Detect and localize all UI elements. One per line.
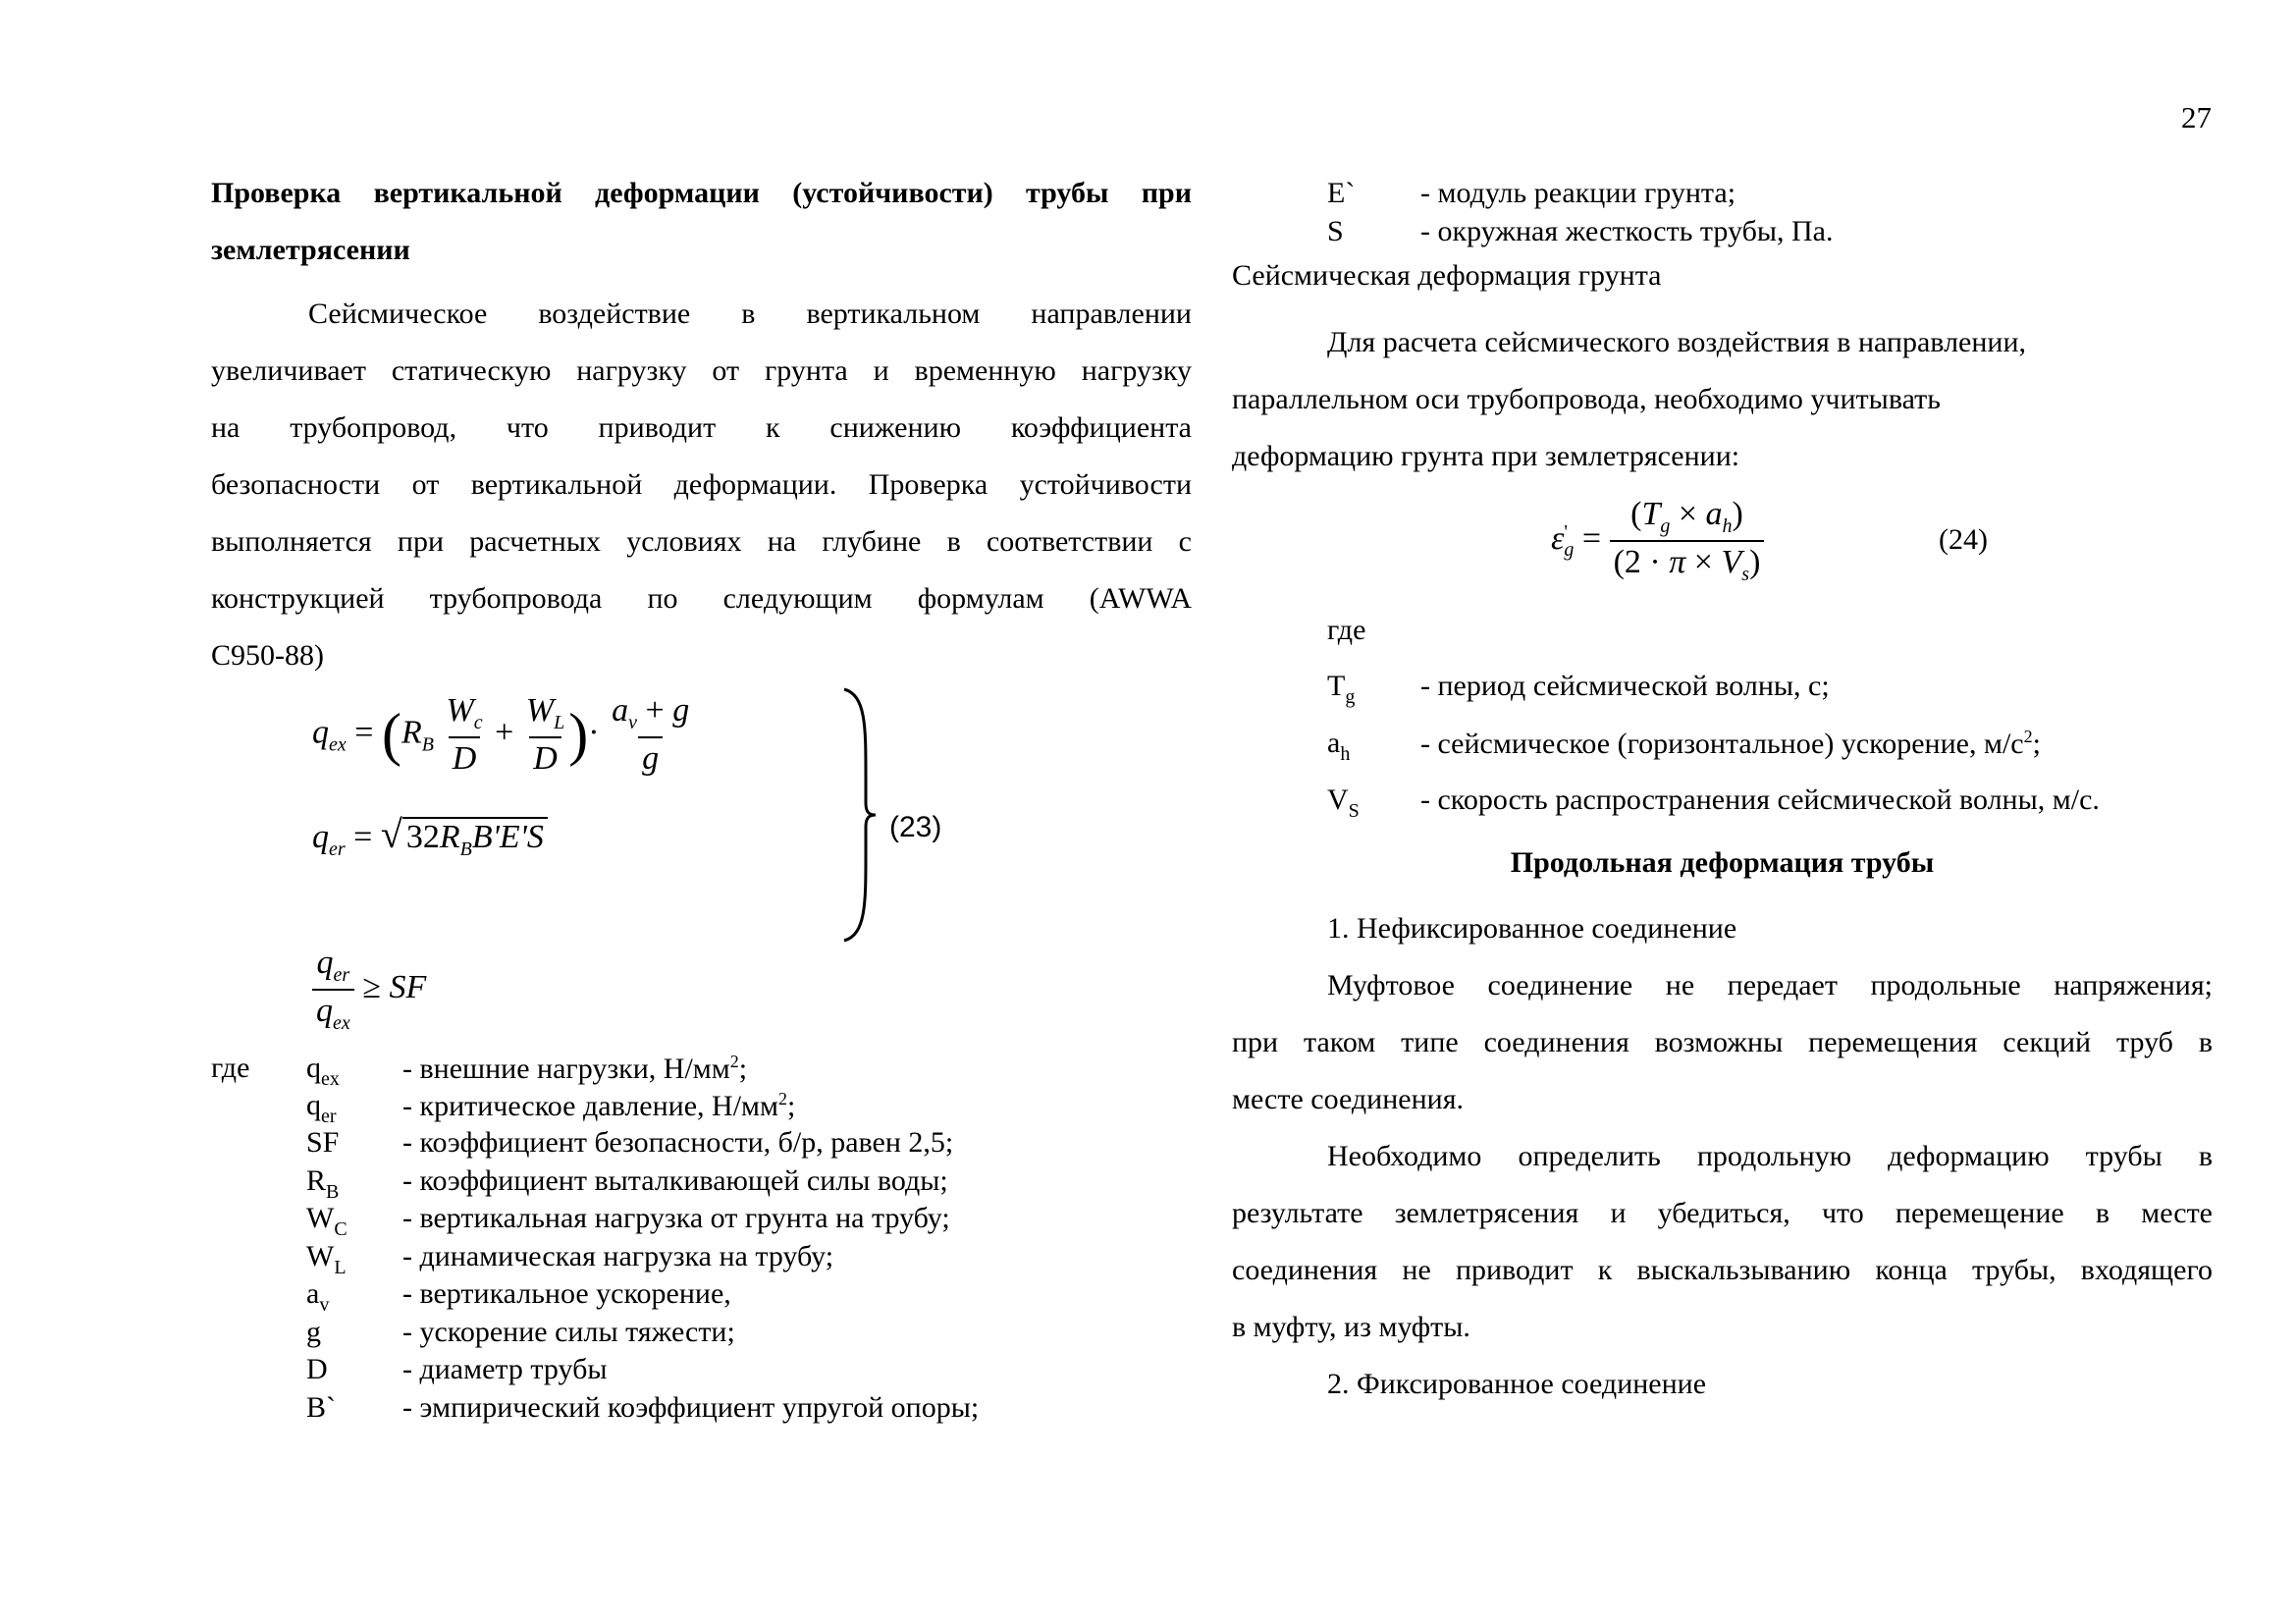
def-desc-e-prime: - модуль реакции грунта;	[1420, 177, 1736, 209]
section-heading-line-1: Проверка вертикальной деформации (устойчивости) трубы при	[211, 177, 1192, 209]
def-desc-w-c: - вертикальная нагрузка от грунта на трубу;	[402, 1202, 950, 1234]
paragraph-line-6: конструкцией трубопровода по следующим формулам (AWWA	[211, 582, 1192, 615]
def-symbol-r-b: $R_B$	[306, 1164, 340, 1203]
right-paragraph3-line-2: результате землетрясения и убедиться, что перемещение в месте	[1232, 1197, 2213, 1229]
right-brace-icon	[840, 687, 880, 943]
list-item-2: 2. Фиксированное соединение	[1327, 1368, 1707, 1400]
right-paragraph2-line-1: Муфтовое соединение не передает продольные напряжения;	[1327, 969, 2213, 1001]
def-symbol-d: D	[306, 1353, 328, 1385]
def-symbol-s: S	[1327, 215, 1344, 247]
list-item-1: 1. Нефиксированное соединение	[1327, 912, 1737, 945]
def-symbol-a-h: $a_h$	[1327, 727, 1351, 765]
def-symbol-a-v: $a_v$	[306, 1277, 330, 1316]
def-symbol-q-ex: $q_{ex}$	[306, 1052, 340, 1090]
paragraph-line-7: C950-88)	[211, 639, 324, 672]
def-desc-q-er: - критическое давление, $Н/мм^2$;	[402, 1089, 796, 1122]
def-symbol-w-l: $W_L$	[306, 1240, 347, 1278]
def-desc-w-l: - динамическая нагрузка на трубу;	[402, 1240, 834, 1272]
def-desc-sf: - коэффициент безопасности, б/р, равен 2,5;	[402, 1126, 954, 1159]
subheading-seismic-deformation: Сейсмическая деформация грунта	[1232, 259, 1662, 292]
def-desc-q-ex: - внешние нагрузки, $Н/мм^2$;	[402, 1052, 748, 1085]
page-number: 27	[2181, 100, 2212, 135]
formula-q-er: $q_{er}$ = √ $32R_BB'E'S$	[312, 811, 548, 861]
where-label: где	[211, 1052, 250, 1084]
formula-q-ex: $q_{ex} = (R_B$ $\frac{W_c}{D}$ + $\frac{W_L}{D}$ )· $\frac{a_v + g}{g}$	[312, 692, 690, 777]
formula-epsilon-g: ε ' g = $\frac{(T_g \times a_h)}{(2 \cdot \pi \times V_s)}$	[1551, 496, 1764, 586]
def-desc-g: - ускорение силы тяжести;	[402, 1316, 735, 1348]
def-symbol-t-g: $T_g$	[1327, 670, 1356, 708]
right-where-label: где	[1327, 614, 1366, 646]
paragraph-line-1: Сейсмическое воздействие в вертикальном направлении	[308, 297, 1192, 330]
def-desc-d: - диаметр трубы	[402, 1353, 608, 1385]
right-paragraph1-line-1: Для расчета сейсмического воздействия в направлении,	[1327, 326, 2027, 358]
right-paragraph2-line-3: месте соединения.	[1232, 1083, 1464, 1115]
def-symbol-b-prime: B`	[306, 1391, 336, 1424]
right-paragraph2-line-2: при таком типе соединения возможны перемещения секций труб в	[1232, 1026, 2213, 1058]
right-paragraph1-line-2: параллельном оси трубопровода, необходимо учитывать	[1232, 383, 1941, 415]
right-paragraph1-line-3: деформацию грунта при землетрясении:	[1232, 440, 1740, 472]
right-paragraph3-line-4: в муфту, из муфты.	[1232, 1311, 1470, 1343]
def-symbol-w-c: $W_C$	[306, 1202, 347, 1240]
def-desc-a-h: - сейсмическое (горизонтальное) ускорение, $м/с^2$;	[1420, 727, 2041, 760]
right-paragraph3-line-1: Необходимо определить продольную деформацию трубы в	[1327, 1140, 2213, 1172]
def-symbol-e-prime: E`	[1327, 177, 1356, 209]
paragraph-line-3: на трубопровод, что приводит к снижению коэффициента	[211, 411, 1192, 444]
right-paragraph3-line-3: соединения не приводит к выскальзыванию конца трубы, входящего	[1232, 1254, 2213, 1286]
equation-number-23: (23)	[889, 811, 942, 843]
def-desc-a-v: - вертикальное ускорение,	[402, 1277, 731, 1310]
paragraph-line-4: безопасности от вертикальной деформации. Проверка устойчивости	[211, 468, 1192, 501]
paragraph-line-5: выполняется при расчетных условиях на глубине в соответствии с	[211, 525, 1192, 558]
def-symbol-q-er: $q_{er}$	[306, 1089, 337, 1127]
paragraph-line-2: увеличивает статическую нагрузку от грунта и временную нагрузку	[211, 354, 1192, 387]
def-symbol-g: g	[306, 1316, 321, 1348]
equation-number-24: (24)	[1939, 523, 1988, 556]
def-desc-v-s: - скорость распространения сейсмической волны, м/с.	[1420, 784, 2100, 816]
def-symbol-sf: SF	[306, 1126, 340, 1159]
def-symbol-v-s: $V_S$	[1327, 784, 1360, 822]
def-desc-s: - окружная жесткость трубы, Па.	[1420, 215, 1834, 247]
section-heading-longitudinal: Продольная деформация трубы	[1510, 846, 1935, 879]
def-desc-b-prime: - эмпирический коэффициент упругой опоры;	[402, 1391, 980, 1424]
def-desc-r-b: - коэффициент выталкивающей силы воды;	[402, 1164, 948, 1197]
formula-condition: $\frac{q_{er}}{q_{ex}}$ ≥ SF	[312, 945, 426, 1035]
def-desc-t-g: - период сейсмической волны, с;	[1420, 670, 1830, 702]
section-heading-line-2: землетрясении	[211, 234, 410, 266]
